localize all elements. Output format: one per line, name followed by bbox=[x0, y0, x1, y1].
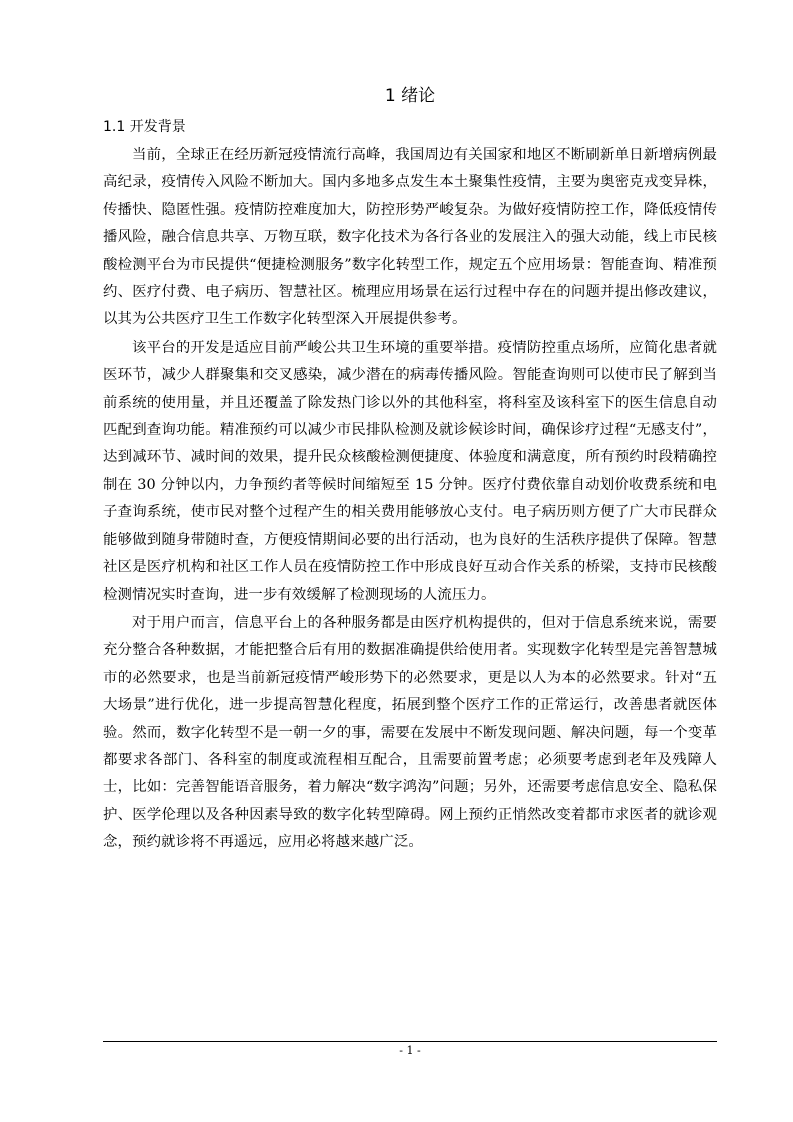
chapter-title: 1 绪论 bbox=[384, 86, 436, 106]
paragraph: 对于用户而言，信息平台上的各种服务都是由医疗机构提供的，但对于信息系统来说，需要充分整合各种数据，才能把整合后有用的数据准确提供给使用者。实现数字化转型是完善智慧城市的必然要求，也是当前新冠疫情严峻形势下的必然要求，更是以人为本的必然要求。针对“五大场景”进行优化，进一步提高智慧化程度，拓展到整个医疗工作的正常运行，改善患者就医体验。然而，数字化转型不是一朝一夕的事，需要在发展中不断发现问题、解决问题，每一个变革都要求各部门、各科室的制度或流程相互配合，且需要前置考虑；必须要考虑到老年及残障人士，比如：完善智能语音服务，着力解决“数字鸿沟”问题；另外，还需要考虑信息安全、隐私保护、医学伦理以及各种因素导致的数字化转型障碍。网上预约正悄然改变着都市求医者的就诊观念，预约就诊将不再遥远，应用必将越来越广泛。 bbox=[103, 614, 717, 851]
paragraph: 当前，全球正在经历新冠疫情流行高峰，我国周边有关国家和地区不断刷新单日新增病例最高纪录，疫情传入风险不断加大。国内多地多点发生本土聚集性疫情，主要为奥密克戎变异株，传播快、隐匿性强。疫情防控难度加大，防控形势严峻复杂。为做好疫情防控工作，降低疫情传播风险，融合信息共享、万物互联，数字化技术为各行各业的发展注入的强大动能，线上市民核酸检测平台为市民提供“便捷检测服务”数字化转型工作，规定五个应用场景：智能查询、精准预约、医疗付费、电子病历、智慧社区。梳理应用场景在运行过程中存在的问题并提出修改建议，以其为公共医疗卫生工作数字化转型深入开展提供参考。 bbox=[103, 147, 717, 328]
section-title: 1.1 开发背景 bbox=[103, 119, 186, 135]
paragraph: 该平台的开发是适应目前严峻公共卫生环境的重要举措。疫情防控重点场所，应简化患者就医环节，减少人群聚集和交叉感染，减少潜在的病毒传播风险。智能查询则可以使市民了解到当前系统的使用量，并且还覆盖了除发热门诊以外的其他科室，将科室及该科室下的医生信息自动匹配到查询功能。精准预约可以减少市民排队检测及就诊候诊时间，确保诊疗过程“无感支付”，达到减环节、减时间的效果，提升民众核酸检测便捷度、体验度和满意度，所有预约时段精确控制在 30 分钟以内，力争预约者等候时间缩短至 15 分钟。医疗付费依靠自动划价收费系统和电子查询系统，使市民对整个过程产生的相关费用能够放心支付。电子病历则方便了广大市民群众能够做到随身带随时查，方便疫情期间必要的出行活动，也为良好的生活秩序提供了保障。智慧社区是医疗机构和社区工作人员在疫情防控工作中形成良好互动合作关系的桥梁，支持市民核酸检测情况实时查询，进一步有效缓解了检测现场的人流压力。 bbox=[103, 339, 717, 603]
page-number: - 1 - bbox=[399, 1044, 421, 1057]
footer-divider bbox=[103, 1041, 717, 1042]
body-text bbox=[103, 142, 717, 858]
